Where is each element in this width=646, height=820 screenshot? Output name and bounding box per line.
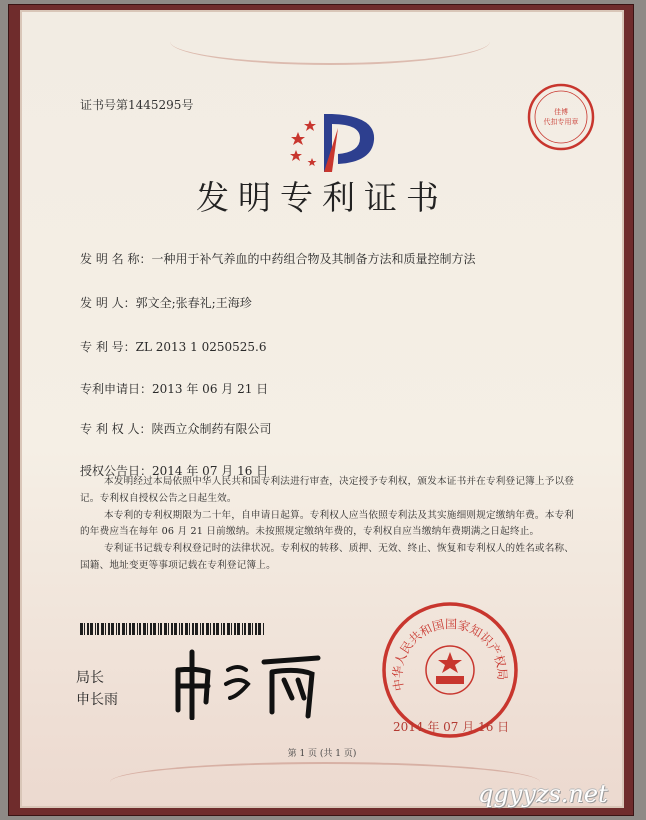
barcode-bar bbox=[150, 623, 152, 635]
director-title: 局长 bbox=[76, 670, 104, 686]
barcode-image bbox=[80, 623, 264, 635]
field-label: 专 利 号： bbox=[80, 340, 136, 354]
barcode-bar bbox=[111, 623, 114, 635]
field-label: 专 利 权 人： bbox=[80, 422, 152, 436]
barcode-bar bbox=[153, 623, 156, 635]
barcode-bar bbox=[223, 623, 225, 635]
barcode-bar bbox=[210, 623, 211, 635]
inventor-field bbox=[80, 294, 252, 311]
barcode-bar bbox=[263, 623, 264, 635]
barcode-bar bbox=[122, 623, 125, 635]
barcode-bar bbox=[108, 623, 110, 635]
barcode-bar bbox=[192, 623, 194, 635]
barcode-bar bbox=[216, 623, 219, 635]
svg-text:中华人民共和国国家知识产权局: 中华人民共和国国家知识产权局 bbox=[390, 617, 510, 692]
barcode-bar bbox=[90, 623, 93, 635]
barcode-bar bbox=[118, 623, 120, 635]
barcode-bar bbox=[160, 623, 162, 635]
barcode-bar bbox=[87, 623, 89, 635]
field-value: ZL 2013 1 0250525.6 bbox=[135, 340, 267, 354]
field-value: 郭文全;张春礼;王海珍 bbox=[135, 296, 252, 310]
barcode-bar bbox=[179, 623, 180, 635]
body-paragraph: 本专利的专利权期限为二十年，自申请日起算。专利权人应当依照专利法及其实施细则规定缴纳年费。本专利的年费应当在每年 06 月 21 日前缴纳。未按照规定缴纳年费的，专利权自应当缴纳年费期满之日起终止。 bbox=[80, 509, 575, 538]
site-watermark: qgyyzs.net bbox=[478, 780, 608, 808]
barcode-bar bbox=[244, 623, 246, 635]
barcode-bar bbox=[171, 623, 173, 635]
barcode-bar bbox=[195, 623, 198, 635]
director-name: 申长雨 bbox=[76, 692, 118, 708]
barcode-bar bbox=[237, 623, 240, 635]
barcode-bar bbox=[213, 623, 215, 635]
barcode-bar bbox=[248, 623, 251, 635]
barcode-bar bbox=[139, 623, 141, 635]
certificate-title: 发明专利证书 bbox=[196, 178, 448, 217]
patentee-field bbox=[80, 420, 271, 437]
director-signature-image bbox=[168, 640, 328, 720]
barcode-bar bbox=[200, 623, 201, 635]
field-label: 授权公告日： bbox=[80, 464, 153, 478]
certificate-paper bbox=[20, 10, 624, 808]
barcode-bar bbox=[101, 623, 104, 635]
barcode-bar bbox=[234, 623, 236, 635]
patent-office-logo-icon bbox=[288, 106, 383, 176]
barcode-bar bbox=[132, 623, 135, 635]
seal-date: 2014 年 07 月 16 日 bbox=[393, 720, 510, 734]
field-value: 一种用于补气养血的中药组合物及其制备方法和质量控制方法 bbox=[151, 252, 476, 266]
barcode-bar bbox=[242, 623, 243, 635]
svg-text:代扣专用章: 代扣专用章 bbox=[543, 118, 579, 126]
barcode-bar bbox=[143, 623, 146, 635]
barcode-bar bbox=[164, 623, 167, 635]
body-paragraph: 本发明经过本局依照中华人民共和国专利法进行审查，决定授予专利权，颁发本证书并在专利登记簿上予以登记。专利权自授权公告之日起生效。 bbox=[80, 476, 575, 504]
field-value: 2013 年 06 月 21 日 bbox=[152, 382, 269, 396]
application-date-field bbox=[80, 380, 268, 397]
patent-number-field bbox=[80, 338, 266, 355]
page-number: 第 1 页 (共 1 页) bbox=[287, 749, 357, 759]
field-value: 2014 年 07 月 16 日 bbox=[152, 464, 269, 478]
agency-seal-image bbox=[526, 82, 596, 152]
barcode-bar bbox=[97, 623, 99, 635]
barcode-bar bbox=[189, 623, 190, 635]
barcode-bar bbox=[80, 623, 83, 635]
barcode-bar bbox=[126, 623, 127, 635]
barcode-bar bbox=[252, 623, 253, 635]
svg-text:佳博: 佳博 bbox=[554, 108, 568, 116]
field-label: 发 明 名 称： bbox=[80, 252, 152, 266]
certificate-number: 证书号第1445295号 bbox=[80, 98, 194, 112]
field-value: 陕西立众制药有限公司 bbox=[151, 422, 272, 436]
barcode-bar bbox=[129, 623, 131, 635]
top-ornament bbox=[170, 18, 490, 65]
barcode-bar bbox=[185, 623, 188, 635]
body-paragraph: 专利证书记载专利权登记时的法律状况。专利权的转移、质押、无效、终止、恢复和专利权人的姓名或名称、国籍、地址变更等事项记载在专利登记簿上。 bbox=[80, 543, 575, 571]
barcode-bar bbox=[255, 623, 257, 635]
barcode-bar bbox=[105, 623, 106, 635]
field-label: 专利申请日： bbox=[80, 382, 153, 396]
barcode-bar bbox=[168, 623, 169, 635]
barcode-bar bbox=[95, 623, 96, 635]
bottom-ornament bbox=[110, 762, 540, 802]
certificate-body bbox=[80, 474, 580, 575]
barcode-bar bbox=[227, 623, 230, 635]
barcode-bar bbox=[206, 623, 209, 635]
barcode-bar bbox=[158, 623, 159, 635]
barcode-bar bbox=[147, 623, 148, 635]
barcode-bar bbox=[137, 623, 138, 635]
barcode-bar bbox=[174, 623, 177, 635]
barcode-bar bbox=[181, 623, 183, 635]
barcode-bar bbox=[116, 623, 117, 635]
invention-name-field bbox=[80, 250, 475, 267]
barcode-bar bbox=[221, 623, 222, 635]
field-label: 发 明 人： bbox=[80, 296, 136, 310]
barcode-bar bbox=[84, 623, 85, 635]
barcode-bar bbox=[258, 623, 261, 635]
barcode-bar bbox=[202, 623, 204, 635]
barcode-bar bbox=[231, 623, 232, 635]
